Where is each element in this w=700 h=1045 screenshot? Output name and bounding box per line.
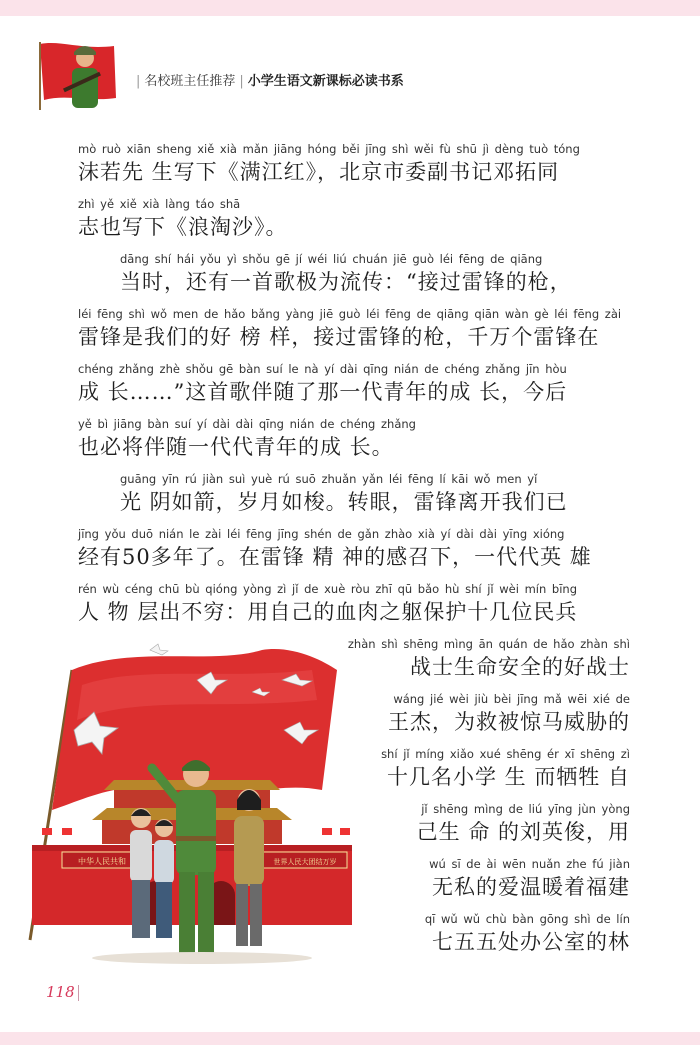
text-line: 雷锋是我们的好 榜 样，接过雷锋的枪，千万个雷锋在 — [78, 325, 600, 349]
text-line: 七五五处办公室的林 — [432, 930, 630, 954]
pinyin-line: jīng yǒu duō nián le zài léi fēng jīng shén de gǎn zhào xià yí dài dài yīng xióng — [78, 527, 565, 541]
pinyin-line: rén wù céng chū bù qióng yòng zì jǐ de xuè ròu zhī qū bǎo hù shí jǐ wèi mín bīng — [78, 582, 578, 596]
text-line: 沫若先 生写下《满江红》，北京市委副书记邓拓同 — [78, 160, 560, 184]
header-series-title: 小学生语文新课标必读书系 — [247, 74, 404, 89]
text-line: 光 阴如箭，岁月如梭。转眼，雷锋离开我们已 — [120, 490, 568, 514]
pinyin-line: zhàn shì shēng mìng ān quán de hǎo zhàn shì — [347, 637, 630, 651]
top-band — [0, 0, 700, 16]
page-header — [36, 40, 656, 115]
bottom-band — [0, 1032, 700, 1045]
pinyin-line: wáng jié wèi jiù bèi jīng mǎ wēi xié de — [393, 692, 630, 706]
text-line: 也必将伴随一代代青年的成 长。 — [78, 435, 394, 459]
text-line: 无私的爱温暖着福建 — [432, 875, 630, 899]
text-line: 志也写下《浪淘沙》。 — [78, 215, 288, 239]
text-line: 王杰，为救被惊马威胁的 — [388, 710, 630, 734]
pinyin-line: jǐ shēng mìng de liú yīng jùn yòng — [421, 802, 630, 816]
page-number: 118 — [46, 983, 75, 1001]
gate-banner-left: 中华人民共和 — [78, 857, 126, 866]
pinyin-line: dāng shí hái yǒu yì shǒu gē jí wéi liú chuán jiē guò léi fēng de qiāng — [120, 252, 543, 266]
pinyin-line: zhì yě xiě xià làng táo shā — [78, 197, 241, 211]
text-line: 战士生命安全的好战士 — [410, 655, 630, 679]
text-line: 己生 命 的刘英俊，用 — [416, 820, 630, 844]
pinyin-line: yě bì jiāng bàn suí yí dài dài qīng nián de chéng zhǎng — [78, 417, 416, 431]
gate-banner-right: 世界人民大团结万岁 — [273, 858, 337, 866]
text-line: 当时，还有一首歌极为流传：“接过雷锋的枪， — [120, 270, 572, 294]
pinyin-line: chéng zhǎng zhè shǒu gē bàn suí le nà yí dài qīng nián de chéng zhǎng jīn hòu — [78, 362, 567, 376]
pinyin-line: wú sī de ài wēn nuǎn zhe fú jiàn — [429, 857, 630, 871]
text-line: 经有50多年了。在雷锋 精 神的感召下，一代代英 雄 — [78, 545, 592, 569]
header-text: | 名校班主任推荐 | 小学生语文新课标必读书系 — [136, 74, 404, 89]
tiananmen-flag-illustration — [22, 640, 352, 970]
pinyin-line: guāng yīn rú jiàn suì yuè rú suō zhuǎn yǎn léi fēng lí kāi wǒ men yǐ — [120, 472, 538, 486]
header-recommend: 名校班主任推荐 — [144, 74, 236, 89]
flag-soldier-icon — [36, 40, 122, 112]
text-line: 人 物 层出不穷：用自己的血肉之躯保护十几位民兵 — [78, 600, 578, 624]
text-line: 成 长……”这首歌伴随了那一代青年的成 长，今后 — [78, 380, 568, 404]
text-line: 十几名小学 生 而牺牲 自 — [386, 765, 630, 789]
pinyin-line: léi fēng shì wǒ men de hǎo bǎng yàng jiē guò léi fēng de qiāng qiān wàn gè léi fēng zài — [78, 307, 622, 321]
pinyin-line: mò ruò xiān sheng xiě xià mǎn jiāng hóng běi jīng shì wěi fù shū jì dèng tuò tóng — [78, 142, 580, 156]
pinyin-line: shí jǐ míng xiǎo xué shēng ér xī shēng zì — [381, 747, 630, 761]
pinyin-line: qī wǔ wǔ chù bàn gōng shì de lín — [424, 912, 630, 926]
